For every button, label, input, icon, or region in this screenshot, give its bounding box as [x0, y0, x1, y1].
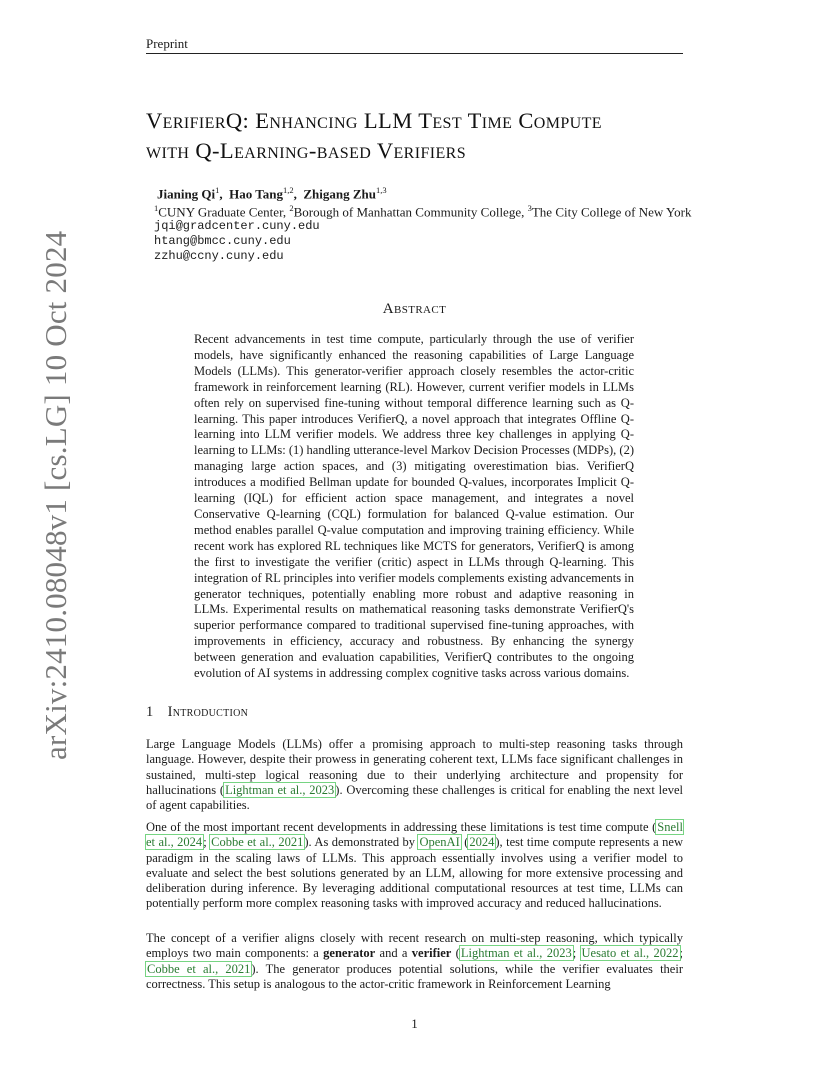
paragraph-text: ). The generator produces potential solutions, while the verifier evaluates their correctness. This setup is analogous to the actor-critic framework in Reinforcement Learning	[146, 961, 683, 991]
paragraph-text: ;	[572, 946, 581, 961]
citation-link[interactable]: Lightman et al., 2023	[460, 946, 572, 961]
citation-link[interactable]: 2024	[469, 835, 495, 850]
section-title: Introduction	[167, 704, 249, 720]
affil-mark: 3	[527, 203, 532, 213]
author-name: Hao Tang	[229, 186, 284, 202]
affiliation: The City College of New York	[531, 204, 692, 220]
affiliation: CUNY Graduate Center,	[158, 204, 290, 220]
paragraph-text: The concept of a verifier aligns closely with recent research on multi-step reasoning, which typically employs two main components: a	[146, 931, 683, 961]
paragraph-text: ), test time compute represents a new paradigm in the scaling laws of LLMs. This approach essentially involves using a verifier model to evaluate and select the best solutions generated by an LLM, allowing for more extensive processing and deliberation during inference. By leveraging additional computational resources at test time, LLMs can potentially perform more complex reasoning tasks with improved accuracy and reduced hallucinations.	[146, 835, 683, 911]
title-line-2: with Q-Learning-based Verifiers	[146, 138, 467, 163]
author-name: Zhigang Zhu	[303, 186, 377, 202]
citation-link[interactable]: Cobbe et al., 2021	[147, 961, 251, 976]
paper-title	[146, 106, 706, 166]
affil-mark: 2	[289, 203, 294, 213]
author-affil-mark: 1,3	[376, 185, 387, 195]
citation-link[interactable]: Uesato et al., 2022	[581, 946, 679, 961]
arxiv-side-stamp: arXiv:2410.08048v1 [cs.LG] 10 Oct 2024	[38, 230, 73, 760]
paragraph-text: and a	[375, 946, 412, 961]
section-number: 1	[146, 704, 154, 720]
paragraph-text: ;	[203, 835, 211, 850]
page-number: 1	[411, 1016, 418, 1031]
paragraph-text: (	[460, 835, 469, 850]
running-header: Preprint	[146, 36, 188, 51]
affiliation: Borough of Manhattan Community College,	[293, 204, 528, 220]
paragraph-text: Large Language Models (LLMs) offer a promising approach to multi-step reasoning tasks through language. However, despite their prowess in generating coherent text, LLMs face significant challenges in sustained, multi-step logical reasoning due to their underlying architecture and propensity for hallucinations (	[146, 737, 683, 797]
paragraph-text: One of the most important recent developments in addressing these limitations is test time compute (	[146, 820, 657, 834]
header-rule	[146, 53, 683, 54]
author-email[interactable]: zzhu@ccny.cuny.edu	[154, 249, 284, 263]
author-affil-mark: 1,2	[283, 185, 294, 195]
affil-mark: 1	[154, 203, 159, 213]
body-paragraph	[146, 820, 683, 912]
body-paragraph	[146, 931, 683, 992]
paragraph-text: ). As demonstrated by	[304, 835, 419, 850]
paragraph-text: ). Overcoming these challenges is critical for enabling the next level of agent capabilities.	[146, 782, 683, 813]
citation-link[interactable]: Cobbe et al., 2021	[211, 835, 304, 850]
abstract-heading: Abstract	[382, 301, 447, 317]
emphasis-term: generator	[323, 946, 376, 961]
citation-link[interactable]: Lightman et al., 2023	[225, 782, 335, 797]
affiliations	[154, 203, 691, 220]
paragraph-text: (	[451, 946, 460, 961]
citation-link[interactable]: OpenAI	[419, 835, 460, 850]
author-email[interactable]: htang@bmcc.cuny.edu	[154, 234, 291, 248]
author-email[interactable]: jqi@gradcenter.cuny.edu	[154, 219, 320, 233]
author-affil-mark: 1	[215, 185, 220, 195]
citation-link[interactable]: Snell et al., 2024	[146, 820, 683, 850]
paragraph-text: ;	[679, 946, 683, 961]
author-name: Jianing Qi	[157, 186, 216, 202]
body-paragraph	[146, 737, 683, 813]
title-line-1: VerifierQ: Enhancing LLM Test Time Compute	[146, 108, 602, 133]
author-list: Jianing Qi$^1$, Hao Tang$^{1,2}$, Zhigang Zhu$^{1,3}$	[157, 185, 387, 202]
section-heading	[146, 704, 248, 721]
abstract-body: Recent advancements in test time compute, particularly through the use of verifier models, have significantly enhanced the reasoning capabilities of Large Language Models (LLMs). This generator-verifier approach closely resembles the actor-critic framework in reinforcement learning (RL). However, current verifier models in LLMs often rely on supervised fine-tuning without temporal difference learning such as Q-learning. This paper introduces VerifierQ, a novel approach that integrates Offline Q-learning into LLM verifier models. We address three key challenges in applying Q-learning to LLMs: (1) handling utterance-level Markov Decision Processes (MDPs), (2) managing large action spaces, and (3) mitigating overestimation bias. VerifierQ introduces a modified Bellman update for bounded Q-values, incorporates Implicit Q-learning (IQL) for efficient action space management, and integrates a novel Conservative Q-learning (CQL) formulation for balanced Q-value estimation. Our method enables parallel Q-value computation and improving training efficiency. While recent work has explored RL techniques like MCTS for generators, VerifierQ is among the first to investigate the verifier (critic) aspect in LLMs through Q-learning. This integration of RL principles into verifier models complements existing advancements in generator techniques, potentially enabling more robust and adaptive reasoning in LLMs. Experimental results on mathematical reasoning tasks demonstrate VerifierQ's superior performance compared to traditional supervised fine-tuning approaches, with improvements in efficiency, accuracy and robustness. By enhancing the synergy between generation and evaluation capabilities, VerifierQ contributes to the ongoing evolution of AI systems in addressing complex cognitive tasks across various domains.	[194, 332, 634, 681]
emphasis-term: verifier	[411, 946, 452, 961]
